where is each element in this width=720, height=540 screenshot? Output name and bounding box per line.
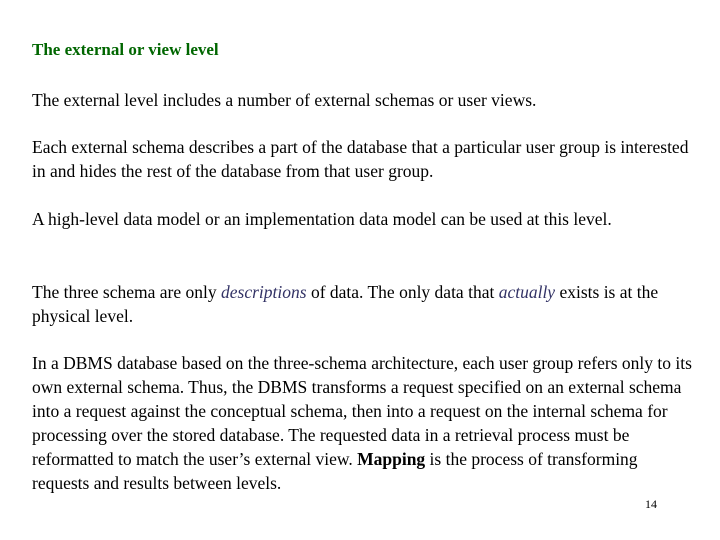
section-heading: The external or view level [32, 40, 219, 59]
p4-emphasis-actually: actually [498, 282, 556, 302]
paragraph-external-level: The external level includes a number of external schemas or user views. [32, 90, 537, 110]
paragraph-three-schema [32, 280, 697, 328]
paragraph-mapping [32, 351, 692, 495]
p4-emphasis-descriptions: descriptions [221, 282, 307, 302]
paragraph-data-model: A high-level data model or an implementation data model can be used at this level. [32, 209, 612, 229]
page-number: 14 [645, 497, 657, 511]
p4-text-1: The three schema are only [32, 282, 222, 302]
p5-text-1: In a DBMS database based on the three-schema architecture, each user group refers only to its own external schema. Thus, the DBMS transforms a request specified on an external schema into a request against the conceptual schema, then into a request on the internal schema for processing over the stored database. The requested data in a retrieval process must be reformatted to match the user’s external view. [32, 353, 692, 469]
p5-strong-mapping: Mapping [357, 449, 426, 469]
p4-text-3: exists is at the physical level. [32, 282, 659, 326]
paragraph-external-schema: Each external schema describes a part of the database that a particular user group is interested in and hides the rest of the database from that user group. [32, 137, 689, 181]
p4-text-2: of data. The only data that [306, 282, 499, 302]
p5-text-2: is the process of transforming requests and results between levels. [32, 449, 638, 493]
